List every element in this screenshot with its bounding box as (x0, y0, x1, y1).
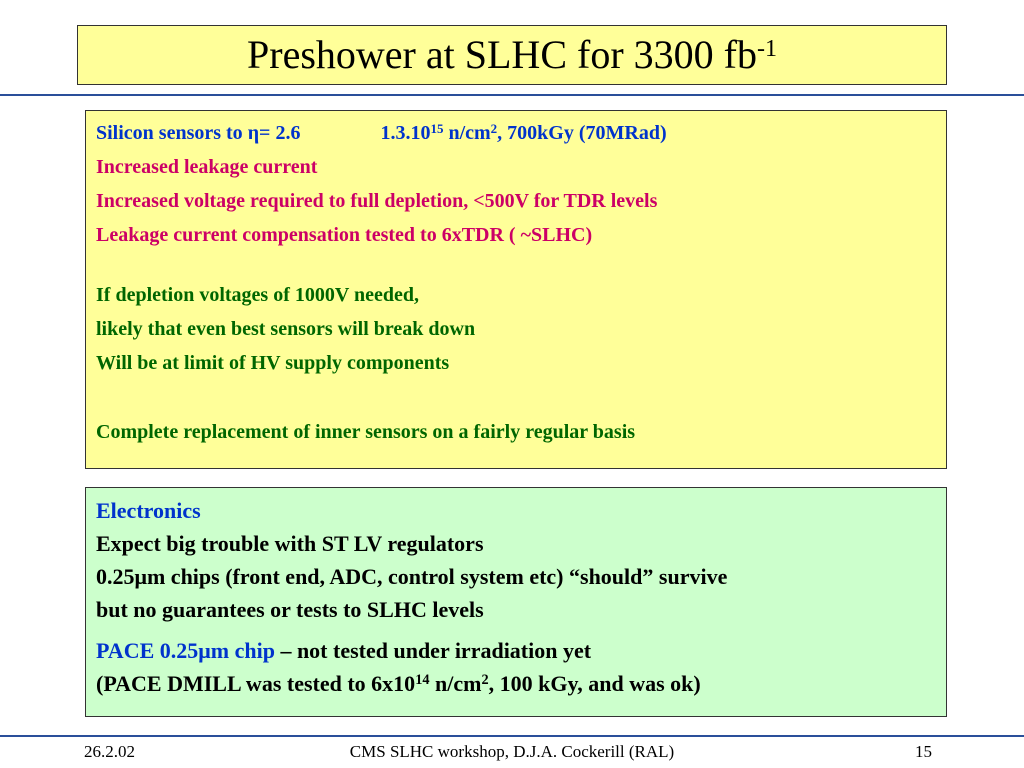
electronics-line-3: but no guarantees or tests to SLHC levels (96, 597, 484, 622)
eta-value: = 2.6 (259, 122, 301, 144)
silicon-sensors-box (85, 110, 947, 469)
pace-chip-label: m chip (210, 638, 275, 663)
mu-symbol: μ (134, 564, 147, 589)
chip-size: 0.25 (96, 564, 135, 589)
electronics-line-2 (96, 562, 946, 595)
slide-title-superscript: -1 (756, 36, 777, 62)
pace-status: – not tested under irradiation yet (274, 638, 592, 663)
chip-survival-text: m chips (front end, ADC, control system etc) “should” survive (146, 564, 728, 589)
slide-title (77, 25, 947, 85)
footer-event: CMS SLHC workshop, D.J.A. Cockerill (RAL) (349, 742, 675, 761)
silicon-risk-3: Will be at limit of HV supply components (96, 352, 450, 374)
dmill-unit: n/cm (429, 671, 482, 696)
silicon-issue-3: Leakage current compensation tested to 6xTDR ( ~SLHC) (96, 224, 593, 246)
electronics-box (85, 487, 947, 717)
silicon-conclusion: Complete replacement of inner sensors on a fairly regular basis (96, 421, 636, 443)
dmill-result: , 100 kGy, and was ok) (488, 671, 701, 696)
dmill-line (96, 669, 946, 702)
electronics-line-1: Expect big trouble with ST LV regulators (96, 531, 484, 556)
fluence-unit-exponent: 2 (490, 121, 498, 136)
silicon-heading-label: Silicon sensors to (96, 122, 248, 144)
fluence-value: 1.3.10 (380, 122, 431, 144)
silicon-issue-1: Increased leakage current (96, 156, 318, 178)
silicon-issue-2: Increased voltage required to full depletion, <500V for TDR levels (96, 190, 658, 212)
dmill-exponent: 14 (415, 672, 430, 688)
title-divider (0, 94, 1024, 96)
fluence-exponent: 15 (430, 121, 444, 136)
eta-symbol: η (247, 122, 260, 144)
silicon-risk-2: likely that even best sensors will break down (96, 318, 476, 340)
fluence-unit: n/cm (443, 122, 491, 144)
pace-mu-symbol: μ (198, 638, 211, 663)
silicon-heading (96, 119, 946, 153)
pace-label: PACE 0.25 (96, 638, 199, 663)
dose-value: , 700kGy (70MRad) (497, 122, 667, 144)
electronics-heading: Electronics (96, 498, 201, 523)
silicon-risk-1: If depletion voltages of 1000V needed, (96, 284, 419, 306)
footer-divider (0, 735, 1024, 737)
pace-line (96, 636, 946, 669)
footer-date: 26.2.02 (84, 742, 135, 761)
dmill-unit-exponent: 2 (481, 672, 489, 688)
dmill-text: (PACE DMILL was tested to 6x10 (96, 671, 416, 696)
slide-title-text: Preshower at SLHC for 3300 fb (247, 32, 757, 77)
page-number: 15 (915, 742, 932, 761)
